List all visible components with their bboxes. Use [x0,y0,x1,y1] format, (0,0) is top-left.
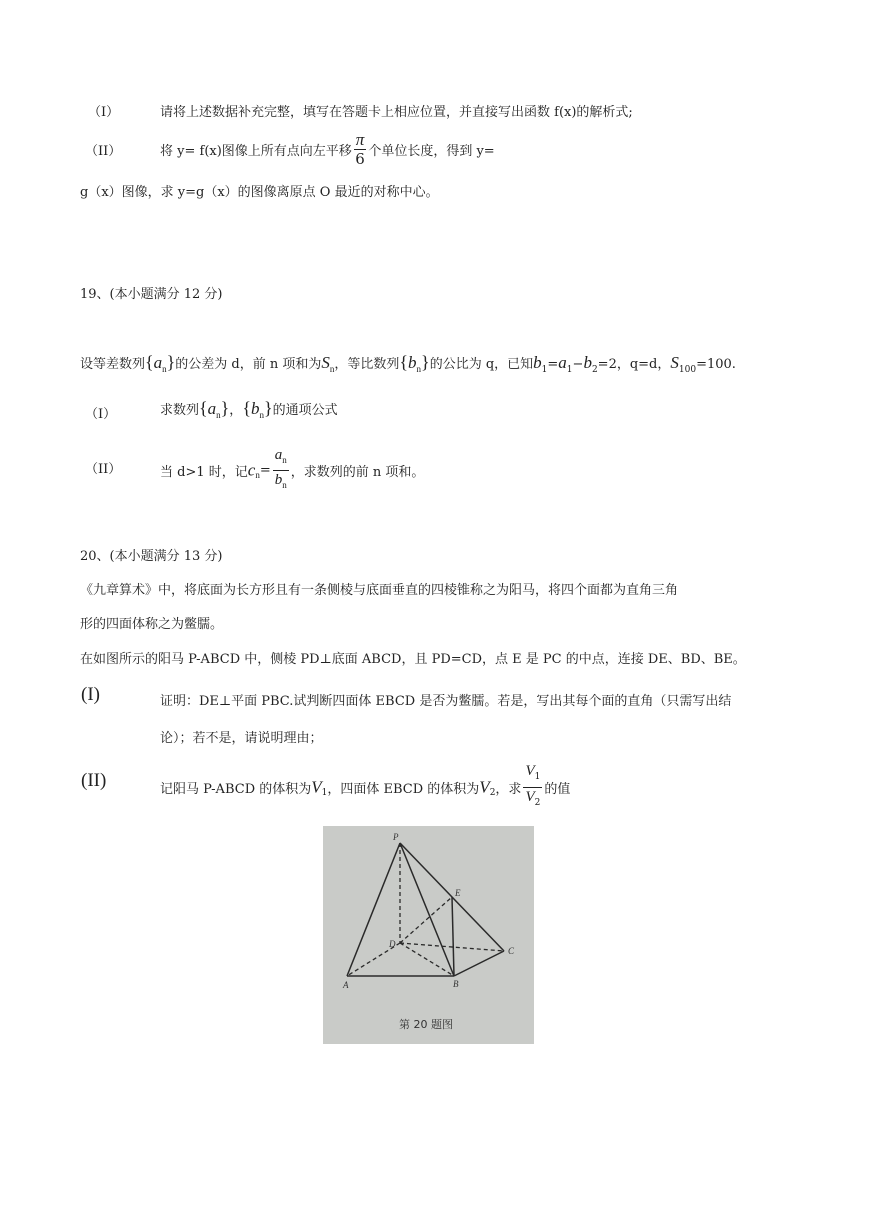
six: 6 [355,150,365,168]
q19-part1-text [160,398,338,420]
q18-part2-text-a: 将 y= f(x)图像上所有点向左平移 [160,144,352,159]
q20-header: 20、(本小题满分 13 分) [80,549,223,564]
brace-close: } [220,398,230,418]
sub-n: n [282,455,287,465]
var-a: a [153,353,163,372]
brace-open: { [199,398,208,418]
q18-part2-line [160,131,495,168]
q20-part2-label: (II) [81,770,107,791]
equals: = [259,463,271,478]
q19-intro-t1: 设等差数列 [80,357,146,372]
an-over-bn-fraction [273,447,289,494]
q20-part2-t2: ，四面体 EBCD 的体积为 [327,782,480,797]
var-a: a [274,447,283,463]
var-b: b [274,472,283,488]
label-E: E [455,888,461,898]
edge-DC [400,943,504,951]
pyramid-diagram [323,826,534,1044]
q19-part1-t2: 的通项公式 [272,403,338,418]
sub-n: n [416,364,422,374]
var-S100: S [670,353,679,372]
sub-n: n [255,470,260,480]
pyramid-figure [323,826,534,1044]
brace-close: } [421,352,430,372]
q20-part2-t3: ，求 [495,782,522,797]
brace-open: { [145,352,154,372]
q18-part2-label: （II） [85,144,122,159]
v1-over-v2-fraction [523,763,542,812]
q20-part2-text [160,763,570,812]
var-S: S [321,353,330,372]
var-V: V [525,789,535,805]
comma: ， [229,403,243,418]
label-D: D [389,939,396,949]
var-b2: b [583,353,592,372]
q18-part1 [88,101,119,120]
q19-part2-text [160,447,424,494]
label-B: B [453,979,459,989]
var-b: b [408,353,417,372]
var-V1: V [311,777,322,797]
edge-DE [400,897,452,943]
sub-n: n [259,410,264,420]
equals: = [547,357,559,372]
q20-part2-t4: 的值 [544,782,571,797]
q20-part1-line2: 论）；若不是，请说明理由； [160,731,323,746]
q20-part1-line1: 证明：DE⊥平面 PBC.试判断四面体 EBCD 是否为鳖臑。若是，写出其每个面的直角（只需写出结 [160,694,732,709]
sub-1: 1 [541,365,548,375]
var-V2: V [479,777,490,797]
sub-100: 100 [678,365,697,375]
q19-part2-t1: 当 d>1 时，记 [160,465,248,480]
q19-part1-label: （I） [85,407,117,422]
pi-symbol: π [355,130,365,149]
figure-caption: 第 20 题图 [399,1018,453,1031]
q19-intro-t4: 的公比为 q，已知 [429,357,534,372]
q19-intro-t5: =2，q=d， [597,357,671,372]
q20-line2: 形的四面体称之为鳖臑。 [80,617,224,632]
edge-PA [347,843,400,976]
q20-part2-t1: 记阳马 P-ABCD 的体积为 [160,782,312,797]
q18-part1-label: （I） [88,105,120,120]
q19-intro-t6: =100. [696,357,736,372]
sub-2: 2 [534,798,541,808]
q19-intro-t2: 的公差为 d，前 n 项和为 [175,357,322,372]
var-c: c [247,460,256,480]
q19-header: 19、(本小题满分 12 分) [80,287,223,302]
var-V: V [525,763,535,779]
q20-line3: 在如图所示的阳马 P-ABCD 中，侧棱 PD⊥底面 ABCD，且 PD=CD，点 E 是 PC 的中点，连接 DE、BD、BE。 [80,652,746,667]
label-C: C [508,946,515,956]
label-P: P [393,832,399,842]
label-A: A [343,980,349,990]
q20-line1: 《九章算术》中，将底面为长方形且有一条侧棱与底面垂直的四棱锥称之为阳马，将四个面都为直角三角 [80,583,679,598]
pi-over-6-fraction [354,131,367,168]
edge-PB [400,843,454,976]
sub-n: n [282,480,287,490]
q19-intro [80,352,736,375]
sub-1: 1 [566,365,573,375]
sub-2: 2 [489,788,496,798]
edge-EB [452,897,454,976]
edge-DB [400,943,454,976]
q19-part2-t2: ，求数列的前 n 项和。 [290,465,425,480]
sub-n: n [216,410,221,420]
q19-intro-t3: ，等比数列 [334,357,400,372]
var-a: a [207,399,217,418]
var-b: b [250,399,260,418]
sub-1: 1 [321,788,328,798]
brace-close: } [166,352,176,372]
brace-open: { [242,398,251,418]
var-a1: a [558,353,567,372]
var-b1: b [533,353,542,372]
brace-open: { [399,352,409,372]
sub-n: n [329,364,335,374]
sub-n: n [162,364,167,374]
q18-part2-text-b: 个单位长度，得到 y= [368,144,495,159]
q20-part1-label: (I) [81,684,100,705]
q19-part2-label: （II） [85,462,122,477]
edge-BC [454,951,504,976]
minus: − [572,357,584,372]
q19-part1-t1: 求数列 [160,403,200,418]
brace-close: } [263,398,273,418]
q18-part2-continuation: g（x）图像，求 y=g（x）的图像离原点 O 最近的对称中心。 [80,185,439,200]
sub-1: 1 [534,772,541,782]
sub-2: 2 [591,365,598,375]
q18-part1-text: 请将上述数据补充完整，填写在答题卡上相应位置，并直接写出函数 f(x)的解析式; [160,105,633,120]
